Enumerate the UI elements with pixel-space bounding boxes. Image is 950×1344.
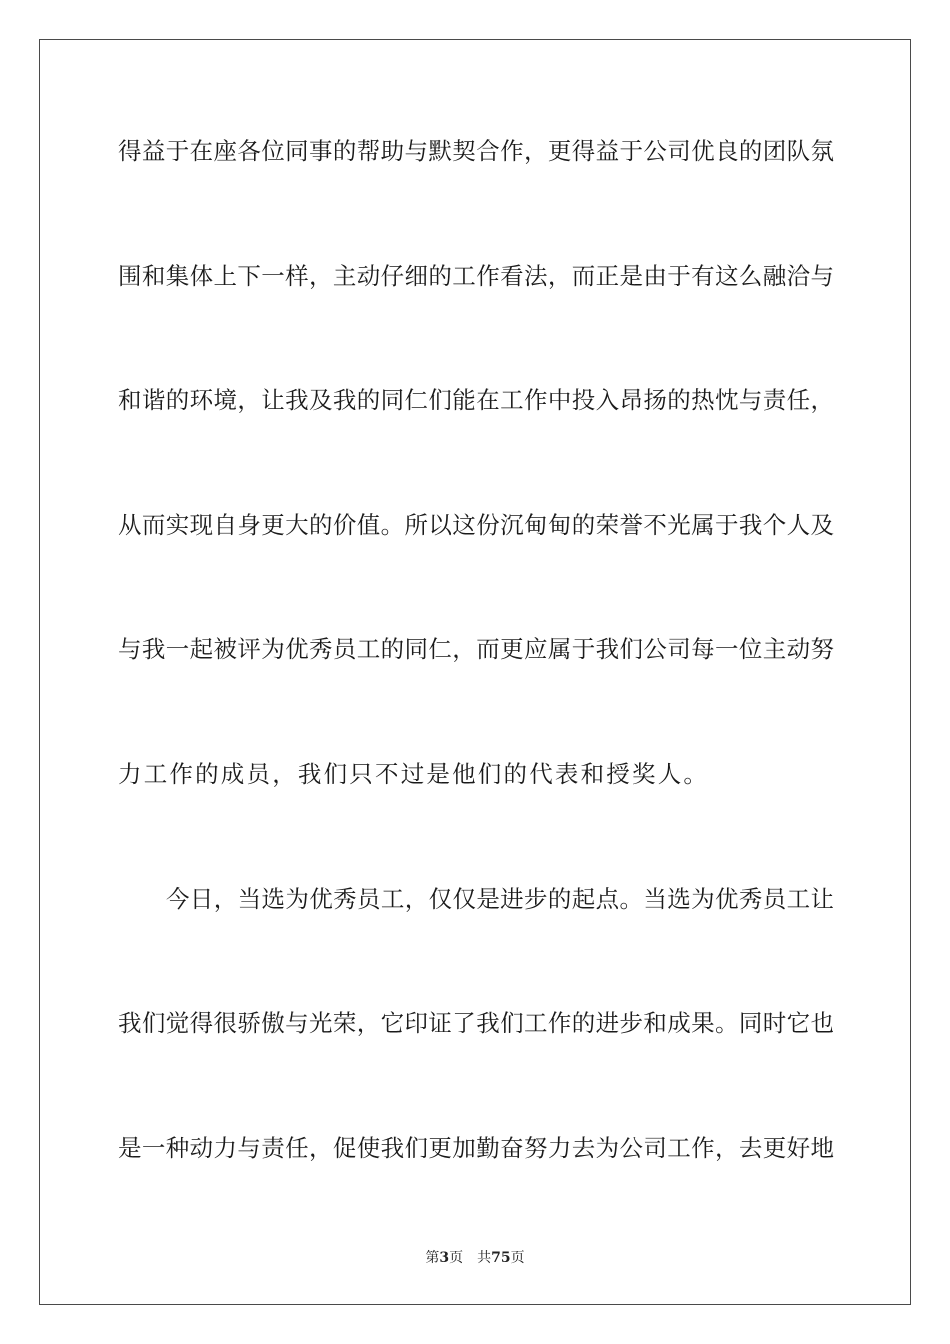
text-line-3: 和谐的环境，让我及我的同仁们能在工作中投入昂扬的热忱与责任，	[118, 386, 834, 415]
total-prefix: 共	[477, 1250, 492, 1266]
text-line-5: 与我一起被评为优秀员工的同仁，而更应属于我们公司每一位主动努	[118, 635, 834, 664]
total-pages: 75	[491, 1250, 511, 1266]
page-number: 3	[439, 1250, 450, 1266]
document-body	[118, 128, 834, 1249]
text-line-8: 我们觉得很骄傲与光荣，它印证了我们工作的进步和成果。同时它也	[118, 1009, 834, 1038]
page-prefix: 第	[425, 1250, 440, 1266]
page-suffix: 页	[449, 1250, 464, 1266]
text-line-7: 今日，当选为优秀员工，仅仅是进步的起点。当选为优秀员工让	[166, 884, 834, 913]
text-line-1: 得益于在座各位同事的帮助与默契合作，更得益于公司优良的团队氛	[118, 137, 834, 165]
text-line-6: 力工作的成员，我们只不过是他们的代表和授奖人。	[118, 759, 710, 788]
text-line-4: 从而实现自身更大的价值。所以这份沉甸甸的荣誉不光属于我个人及	[118, 510, 834, 539]
total-suffix: 页	[510, 1250, 525, 1266]
page-footer	[0, 1247, 950, 1267]
text-line-2: 围和集体上下一样，主动仔细的工作看法，而正是由于有这么融洽与	[118, 261, 834, 290]
text-line-9: 是一种动力与责任，促使我们更加勤奋努力去为公司工作，去更好地	[118, 1133, 834, 1162]
